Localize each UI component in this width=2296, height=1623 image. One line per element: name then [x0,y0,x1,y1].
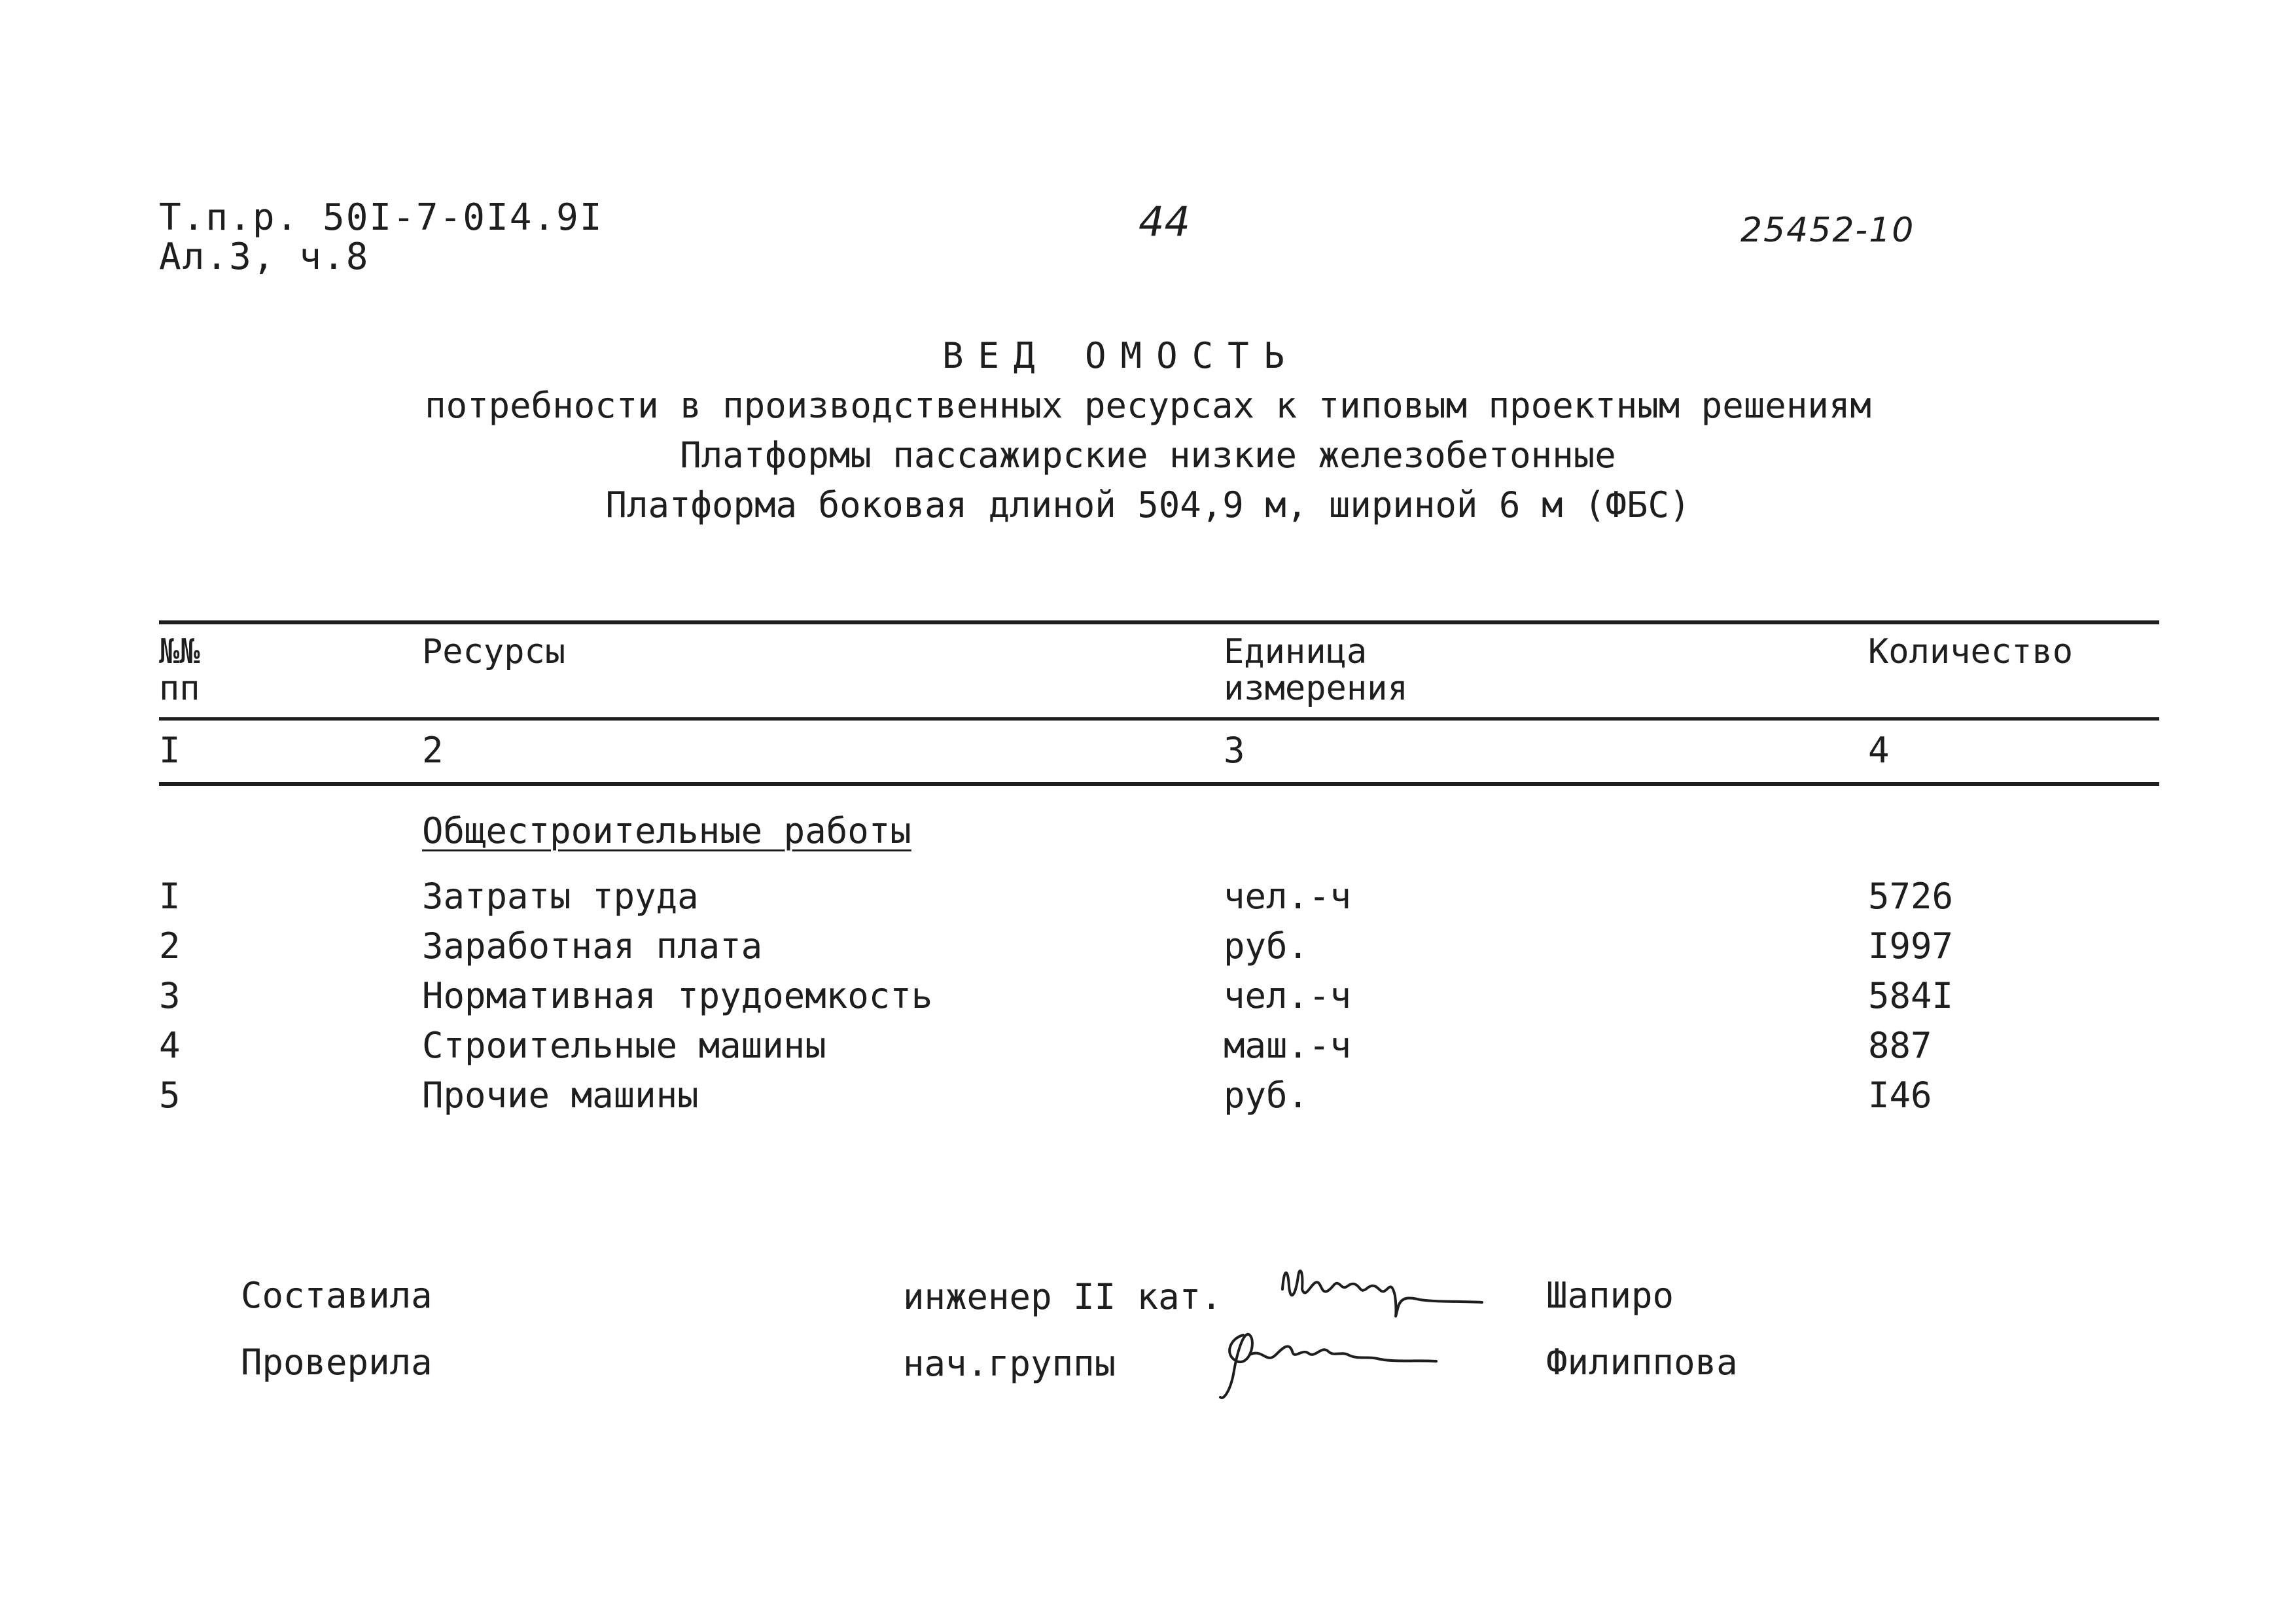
header-resources: Ресурсы [422,632,566,671]
header-quantity: Количество [1868,632,2074,671]
row-quantity: I46 [1868,1075,1932,1116]
row-resource: Нормативная трудоемкость [422,975,933,1016]
row-quantity: 887 [1868,1025,1932,1066]
checker-name: Филиппова [1546,1342,1738,1383]
row-unit: чел.-ч [1224,876,1352,917]
compiler-position: инженер II кат. [903,1276,1222,1317]
header-num: №№ пп [159,632,200,708]
row-resource: Заработная плата [422,925,763,967]
column-numbers-rule [159,782,2159,786]
checked-by-label: Проверила [241,1342,433,1383]
compiler-name: Шапиро [1546,1275,1674,1316]
row-resource: Строительные машины [422,1025,826,1066]
title-line-1: потребности в производственных ресурсах к типовым проектным решениям [425,385,1871,426]
row-quantity: 5726 [1868,876,1954,917]
header-bottom-rule [159,717,2159,721]
title-line-2: Платформы пассажирские низкие железобетонные [680,435,1616,476]
row-num: 3 [159,975,181,1016]
table-top-rule [159,620,2159,624]
compiled-by-label: Составила [241,1275,433,1316]
row-unit: руб. [1224,925,1309,967]
checker-position: нач.группы [903,1343,1116,1384]
row-quantity: 584I [1868,975,1954,1016]
column-number-3: 3 [1224,730,1245,771]
row-num: 2 [159,925,181,967]
document-title: ВЕД ОМОСТЬ [942,335,1299,376]
column-number-2: 2 [422,730,444,771]
album-reference: Ал.3, ч.8 [159,236,370,278]
row-resource: Прочие машины [422,1075,699,1116]
row-unit: руб. [1224,1075,1309,1116]
section-title: Общестроительные работы [422,810,911,851]
row-num: 4 [159,1025,181,1066]
title-line-3: Платформа боковая длиной 504,9 м, шириной 6 м (ФБС) [605,484,1691,526]
column-number-1: I [159,730,181,771]
project-code: Т.п.р. 50I-7-0I4.9I [159,196,603,239]
row-unit: чел.-ч [1224,975,1352,1016]
row-num: I [159,876,181,917]
row-unit: маш.-ч [1224,1025,1352,1066]
document-number: 25452-10 [1740,211,1915,250]
checker-signature [1204,1315,1439,1407]
column-number-4: 4 [1868,730,1890,771]
row-quantity: I997 [1868,925,1954,967]
row-resource: Затраты труда [422,876,699,917]
header-unit: Единица измерения [1224,632,1408,708]
page-number: 44 [1139,198,1190,245]
row-num: 5 [159,1075,181,1116]
